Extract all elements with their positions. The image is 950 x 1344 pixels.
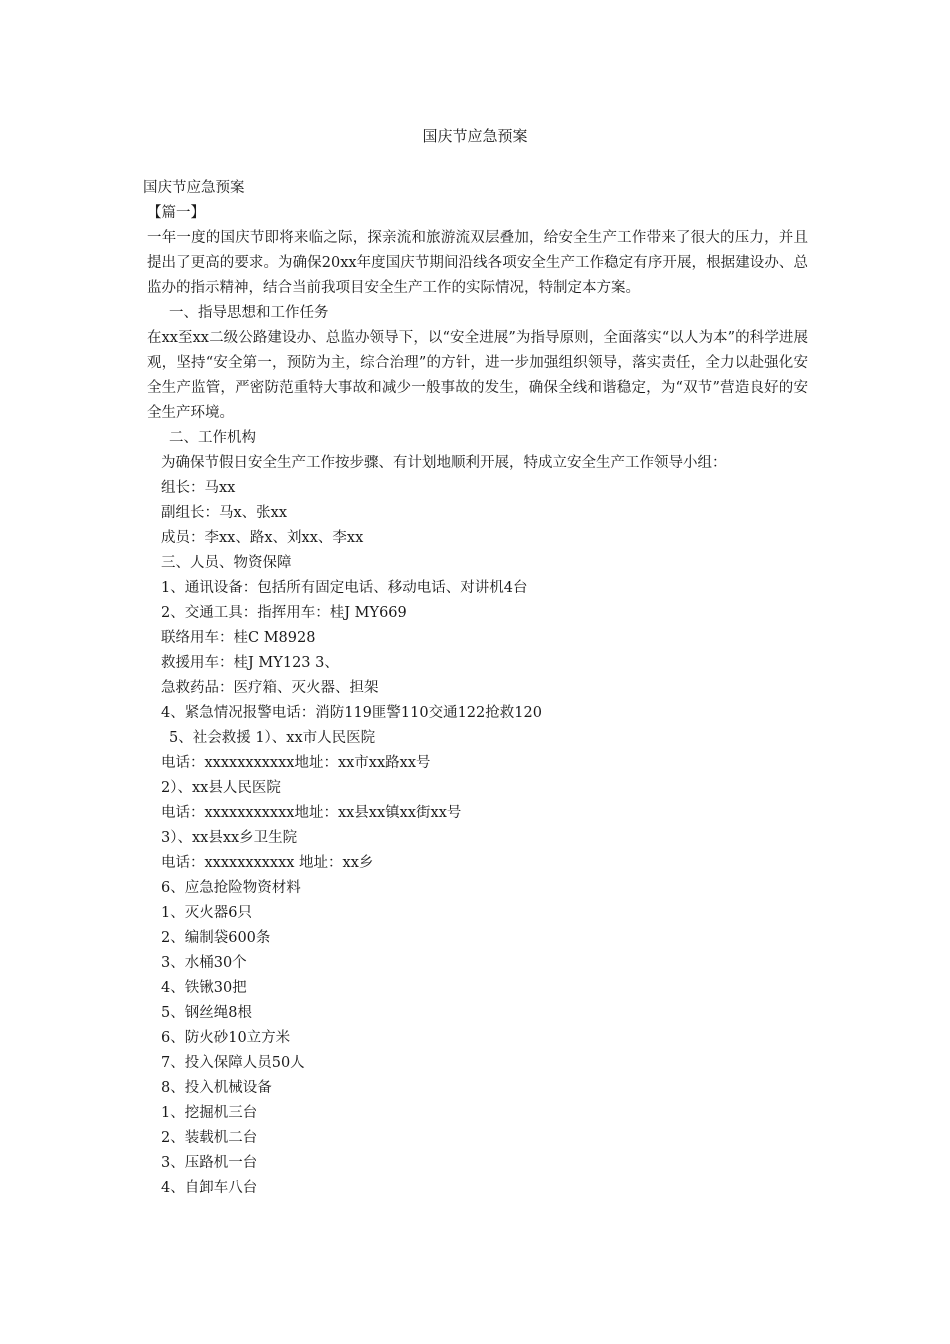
list-item: 电话：xxxxxxxxxxx地址：xx县xx镇xx街xx号: [161, 805, 462, 821]
list-item: 5、社会救援 1）、xx市人民医院: [169, 730, 376, 746]
section-paragraph: 在xx至xx二级公路建设办、总监办领导下，以“安全进展”为指导原则，全面落实“以人为本”的科学进展观，坚持“安全第一，预防为主，综合治理”的方针，进一步加强组织领导，落实责任，全力以赴强化安全生产监管，严密防范重特大事故和减少一般事故的发生，确保全线和谐稳定，为“双节”营造良好的安全生产环境。: [147, 330, 808, 421]
list-item: 联络用车：桂C M8928: [161, 630, 316, 646]
list-item: 2、编制袋600条: [161, 930, 271, 946]
list-item: 成员：李xx、路x、刘xx、李xx: [161, 530, 364, 546]
document-body: [143, 176, 808, 1201]
list-item: 副组长：马x、张xx: [161, 505, 288, 521]
list-item: 2、交通工具：指挥用车：桂J MY669: [161, 605, 407, 621]
list-item: 4、铁锹30把: [161, 980, 247, 996]
list-item: 4、紧急情况报警电话：消防119匪警110交通122抢救120: [161, 705, 542, 721]
list-item: 3、水桶30个: [161, 955, 247, 971]
section-heading: 二、工作机构: [169, 430, 256, 446]
list-item: 电话：xxxxxxxxxxx 地址：xx乡: [161, 855, 374, 871]
list-item: 1、挖掘机三台: [161, 1105, 258, 1121]
document-subtitle: 国庆节应急预案: [143, 180, 245, 196]
list-item: 1、灭火器6只: [161, 905, 252, 921]
list-item: 5、钢丝绳8根: [161, 1005, 252, 1021]
list-item: 8、投入机械设备: [161, 1080, 272, 1096]
intro-paragraph: 一年一度的国庆节即将来临之际，探亲流和旅游流双层叠加，给安全生产工作带来了很大的压力，并且提出了更高的要求。为确保20xx年度国庆节期间沿线各项安全生产工作稳定有序开展，根据建设办、总监办的指示精神，结合当前我项目安全生产工作的实际情况，特制定本方案。: [147, 230, 808, 296]
list-item: 电话：xxxxxxxxxxx地址：xx市xx路xx号: [161, 755, 431, 771]
page-title: 国庆节应急预案: [422, 127, 528, 145]
section-heading: 三、人员、物资保障: [161, 555, 292, 571]
section-paragraph: 为确保节假日安全生产工作按步骤、有计划地顺利开展，特成立安全生产工作领导小组：: [161, 455, 727, 471]
list-item: 3）、xx县xx乡卫生院: [161, 830, 298, 846]
list-item: 2）、xx县人民医院: [161, 780, 281, 796]
list-item: 组长：马xx: [161, 480, 236, 496]
list-item: 7、投入保障人员50人: [161, 1055, 305, 1071]
list-item: 急救药品：医疗箱、灭火器、担架: [161, 680, 379, 696]
section-heading: 一、指导思想和工作任务: [169, 305, 329, 321]
list-item: 6、应急抢险物资材料: [161, 880, 301, 896]
list-item: 4、自卸车八台: [161, 1180, 258, 1196]
list-item: 2、装载机二台: [161, 1130, 258, 1146]
chapter-label: 【篇一】: [147, 205, 205, 221]
list-item: 6、防火砂10立方米: [161, 1030, 291, 1046]
list-item: 救援用车：桂J MY123 3、: [161, 655, 339, 671]
list-item: 1、通讯设备：包括所有固定电话、移动电话、对讲机4台: [161, 580, 528, 596]
list-item: 3、压路机一台: [161, 1155, 258, 1171]
